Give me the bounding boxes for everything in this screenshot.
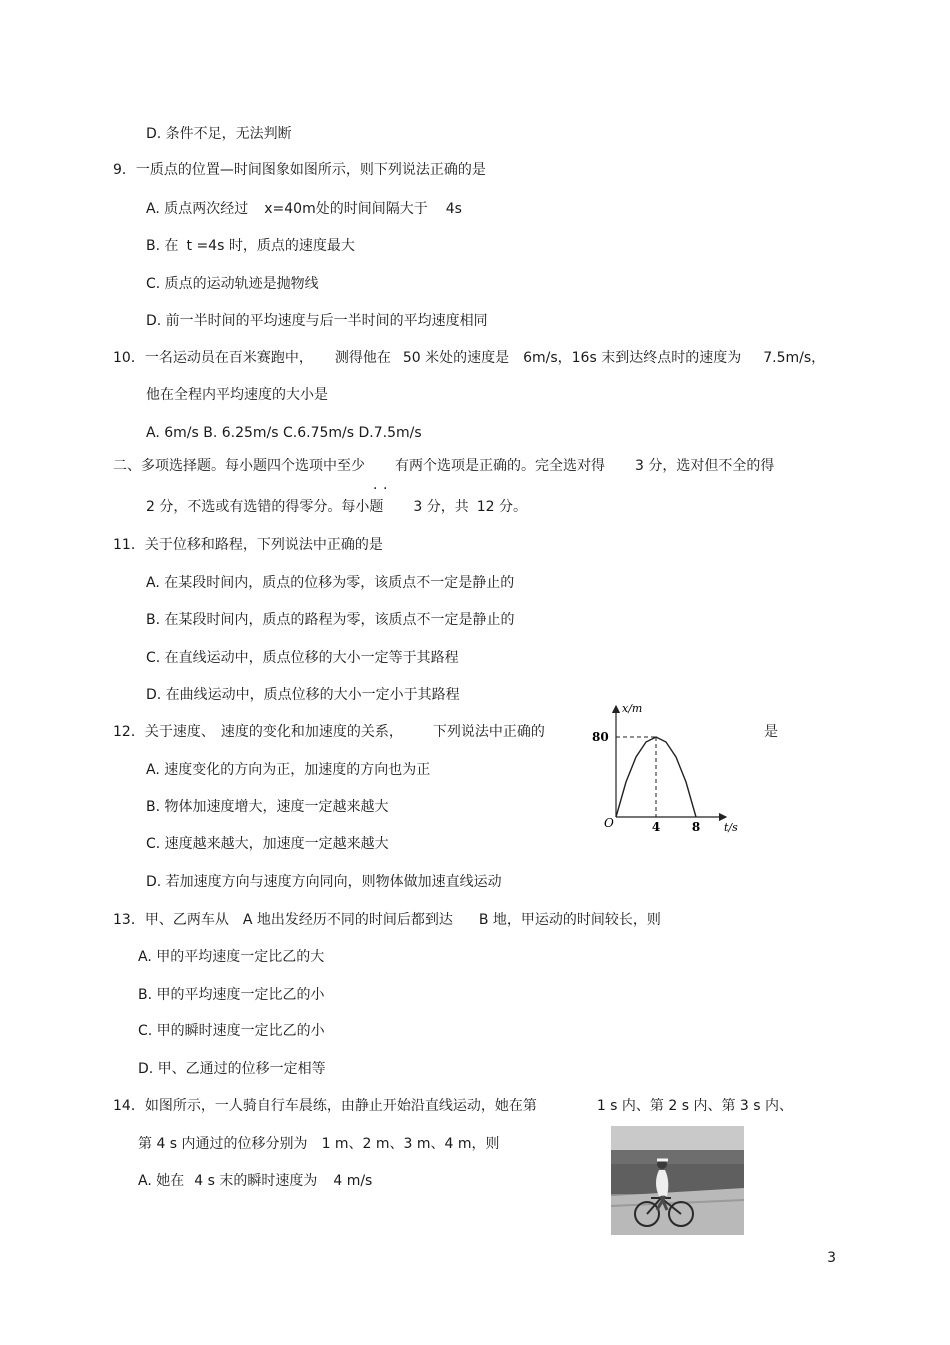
- cyclist-photo: [611, 1126, 744, 1235]
- q9-option-c: C. 质点的运动轨迹是抛物线: [146, 276, 319, 292]
- q11-option-c: C. 在直线运动中，质点位移的大小一定等于其路程: [146, 650, 459, 666]
- q13-stem-part1: 13．甲、乙两车从: [113, 912, 229, 928]
- q14-option-a-mid: 4 s 末的瞬时速度为: [194, 1173, 318, 1189]
- q12-option-a: A. 速度变化的方向为正，加速度的方向也为正: [146, 762, 431, 778]
- q14-stem-part3: 第 4 s 内通过的位移分别为: [138, 1136, 308, 1152]
- q13-option-b: B. 甲的平均速度一定比乙的小: [138, 987, 325, 1003]
- q14-stem-part2: 1 s 内、第 2 s 内、第 3 s 内、: [596, 1098, 794, 1114]
- q11-option-a: A. 在某段时间内，质点的位移为零，该质点不一定是静止的: [146, 575, 515, 591]
- q12-stem-part3: 下列说法中正确的: [432, 724, 545, 740]
- section2-part3: 3 分，选对但不全的得: [635, 458, 775, 474]
- q13-option-a: A. 甲的平均速度一定比乙的大: [138, 949, 325, 965]
- q14-stem: [113, 1097, 793, 1115]
- section2-heading-line2: [146, 498, 527, 516]
- q9-option-d: D. 前一半时间的平均速度与后一半时间的平均速度相同: [146, 313, 488, 329]
- q14-option-a: [138, 1172, 372, 1190]
- q11-stem: 11．关于位移和路程，下列说法中正确的是: [113, 537, 383, 553]
- q10-stem-part2: 测得他在: [334, 350, 391, 366]
- q10-stem: [113, 349, 825, 367]
- q9-option-a-mid: x=40m处的时间间隔大于: [264, 201, 428, 217]
- q14-stem-part1: 14．如图所示，一人骑自行车晨练，由静止开始沿直线运动，她在第: [113, 1098, 537, 1114]
- section2-part4: 2 分，不选或有选错的得零分。每小题: [146, 499, 384, 515]
- x-tick-label-8: 8: [691, 820, 701, 834]
- q9-option-a-pre: A. 质点两次经过: [146, 201, 249, 217]
- q12-option-c: C. 速度越来越大，加速度一定越来越大: [146, 836, 389, 852]
- q9-option-a: [146, 200, 462, 218]
- q11-option-d: D. 在曲线运动中，质点位移的大小一定小于其路程: [146, 687, 460, 703]
- x-tick-label-4: 4: [651, 820, 661, 834]
- y-tick-label-80: 80: [592, 730, 609, 744]
- q13-option-c: C. 甲的瞬时速度一定比乙的小: [138, 1023, 325, 1039]
- q9-option-b-post: t =4s 时，质点的速度最大: [186, 238, 355, 254]
- section2-part6: 12 分。: [476, 499, 527, 515]
- q13-option-d: D. 甲、乙通过的位移一定相等: [138, 1061, 326, 1077]
- q14-option-a-pre: A. 她在: [138, 1173, 185, 1189]
- q14-stem-line2: [138, 1135, 500, 1153]
- section2-part5: 3 分，共: [413, 499, 469, 515]
- q14-option-a-post: 4 m/s: [333, 1173, 373, 1189]
- q14-stem-part4: 1 m、2 m、3 m、4 m，则: [321, 1136, 500, 1152]
- q9-option-a-post: 4s: [445, 201, 462, 217]
- q8-option-d: D. 条件不足，无法判断: [146, 126, 292, 142]
- q12-stem: [113, 723, 545, 741]
- q9-stem: 9．一质点的位置—时间图象如图所示，则下列说法正确的是: [113, 162, 486, 178]
- q10-stem-part5: 7.5m/s，: [763, 350, 826, 366]
- q12-option-b: B. 物体加速度增大，速度一定越来越大: [146, 799, 389, 815]
- q12-stem-part4: 是: [764, 724, 778, 740]
- q9-option-b: [146, 237, 355, 255]
- series-line-x-t: [616, 737, 696, 817]
- section2-part2: 有两个选项是正确的。完全选对得: [395, 458, 605, 474]
- page-number: 3: [827, 1250, 836, 1266]
- x-axis-label: t/s: [724, 821, 738, 834]
- q9-option-b-pre: B. 在: [146, 238, 179, 254]
- origin-label: O: [604, 816, 614, 830]
- position-time-graph: [590, 700, 750, 836]
- section2-part1: 二、多项选择题。每小题四个选项中至少: [113, 458, 365, 474]
- q10-options: A. 6m/s B. 6.25m/s C.6.75m/s D.7.5m/s: [146, 425, 422, 441]
- q13-stem-part2: A 地出发经历不同的时间后都到达: [242, 912, 453, 928]
- q10-stem-line2: 他在全程内平均速度的大小是: [146, 387, 328, 403]
- q10-stem-part4: 6m/s，16s 末到达终点时的速度为: [523, 350, 742, 366]
- section2-heading: [113, 457, 774, 475]
- q10-stem-part3: 50 米处的速度是: [402, 350, 510, 366]
- q12-stem-part1: 12．关于速度、: [113, 724, 215, 740]
- y-axis-label: x/m: [622, 702, 643, 715]
- q13-stem: [113, 911, 661, 929]
- q10-stem-part1: 10．一名运动员在百米赛跑中，: [113, 350, 313, 366]
- q12-option-d: D. 若加速度方向与速度方向同向，则物体做加速直线运动: [146, 874, 502, 890]
- q12-stem-part2: 速度的变化和加速度的关系，: [220, 724, 403, 740]
- q11-option-b: B. 在某段时间内，质点的路程为零，该质点不一定是静止的: [146, 612, 515, 628]
- q13-stem-part3: B 地，甲运动的时间较长，则: [478, 912, 661, 928]
